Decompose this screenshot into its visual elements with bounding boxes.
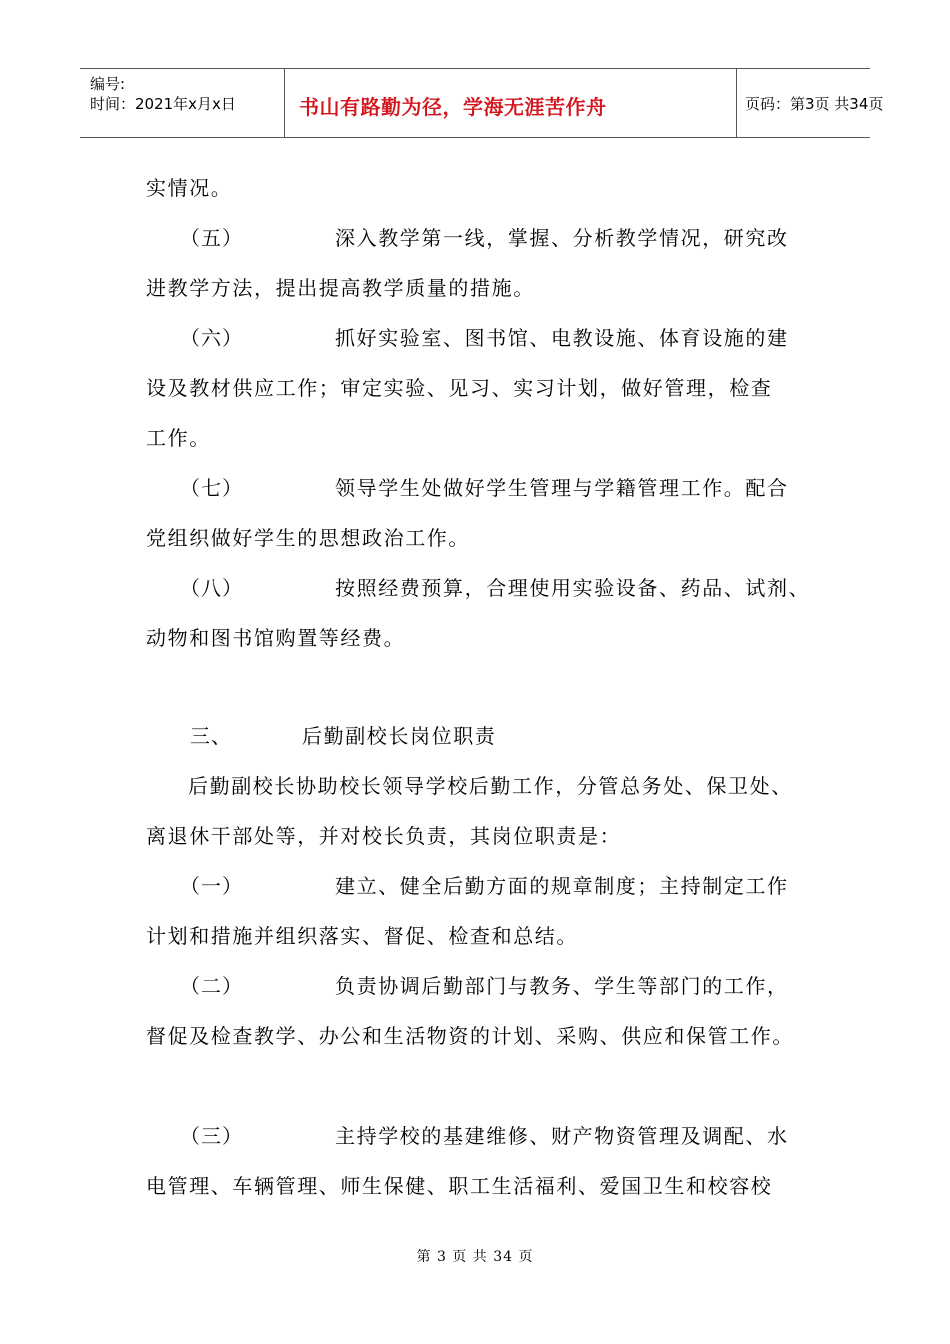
item-label: （六）: [180, 326, 243, 350]
body-line: 设及教材供应工作；审定实验、见习、实习计划，做好管理，检查: [146, 376, 773, 400]
body-line: 动物和图书馆购置等经费。: [146, 626, 406, 650]
item-label: （八）: [180, 576, 243, 600]
body-line: 领导学生处做好学生管理与学籍管理工作。配合: [335, 476, 789, 500]
header-motto-cell: [285, 69, 737, 137]
body-line: 工作。: [146, 426, 211, 450]
header-page-code: 页码：第3页 共34页: [745, 95, 884, 113]
body-line: 督促及检查教学、办公和生活物资的计划、采购、供应和保管工作。: [146, 1024, 794, 1048]
body-line: 后勤副校长协助校长领导学校后勤工作，分管总务处、保卫处、: [188, 774, 793, 798]
body-line: 按照经费预算，合理使用实验设备、药品、试剂、: [335, 576, 811, 600]
body-line: 进教学方法，提出提高教学质量的措施。: [146, 276, 535, 300]
body-line: 党组织做好学生的思想政治工作。: [146, 526, 470, 550]
body-line: 深入教学第一线，掌握、分析教学情况，研究改: [335, 226, 789, 250]
document-time-label: 时间：2021年x月x日: [90, 95, 236, 113]
header-page-cell: [737, 69, 884, 137]
item-label: （七）: [180, 476, 243, 500]
item-label: （一）: [180, 874, 243, 898]
body-line: 建立、健全后勤方面的规章制度；主持制定工作: [335, 874, 789, 898]
document-header: [80, 68, 884, 138]
body-line: 负责协调后勤部门与教务、学生等部门的工作，: [335, 974, 789, 998]
page-footer: 第 3 页 共 34 页: [416, 1249, 534, 1265]
document-number-label: 编号:: [90, 75, 126, 93]
item-label: （二）: [180, 974, 243, 998]
body-line: 离退休干部处等，并对校长负责，其岗位职责是：: [146, 824, 622, 848]
header-meta-cell: [80, 69, 285, 137]
body-line: 抓好实验室、图书馆、电教设施、体育设施的建: [335, 326, 789, 350]
item-label: （五）: [180, 226, 243, 250]
body-line: 主持学校的基建维修、财产物资管理及调配、水: [335, 1124, 789, 1148]
section-number: 三、: [190, 724, 232, 748]
item-label: （三）: [180, 1124, 243, 1148]
section-title: 后勤副校长岗位职责: [302, 724, 497, 748]
body-line: 电管理、车辆管理、师生保健、职工生活福利、爱国卫生和校容校: [146, 1174, 773, 1198]
header-motto: 书山有路勤为径，学海无涯苦作舟: [299, 95, 607, 119]
body-line: 实情况。: [146, 176, 233, 200]
body-line: 计划和措施并组织落实、督促、检查和总结。: [146, 924, 578, 948]
